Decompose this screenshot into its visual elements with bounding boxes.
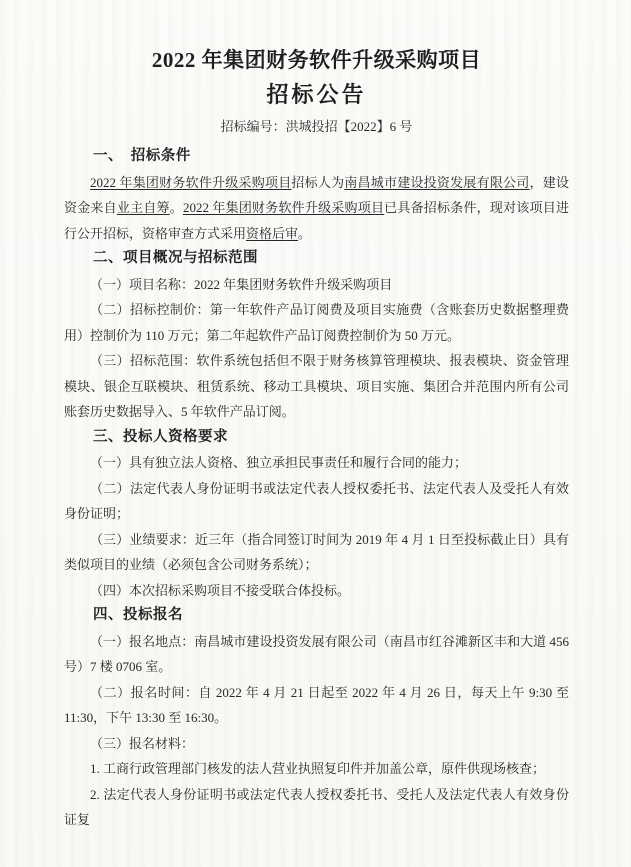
paragraph-material-item-1: 1. 工商行政管理部门核发的法人营业执照复印件并加盖公章，原件供现场核查； [90,761,546,776]
paragraph-material-item-2: 2. 法定代表人身份证明书或法定代表人授权委托书、受托人及法定代表人有效身份证复 [64,786,569,827]
tender-number: 招标编号：洪城投招【2022】6 号 [220,119,413,134]
paragraph-registration-time: （二）报名时间：自 2022 年 4 月 21 日起至 2022 年 4 月 26 日，每天上午 9:30 至 11:30，下午 13:30 至 16:30。 [64,684,569,725]
document-title: 2022 年集团财务软件升级采购项目 [151,48,482,72]
section-heading-bid-registration: 四、投标报名 [93,607,183,623]
section-heading-tender-conditions: 一、 招标条件 [93,148,191,164]
paragraph-qualification-2: （二）法定代表人身份证明书或法定代表人授权委托书、法定代表人及受托人有效身份证明； [64,480,569,521]
paragraph-qualification-4: （四）本次招标采购项目不接受联合体投标。 [90,582,351,598]
paragraph-control-price: （二）招标控制价：第一年软件产品订阅费及项目实施费（含账套历史数据整理费用）控制价为 110 万元；第二年起软件产品订阅费控制价为 50 万元。 [64,302,569,343]
paragraph-project-name: （一）项目名称：2022 年集团财务软件升级采购项目 [90,276,393,292]
paragraph-tender-conditions: 2022 年集团财务软件升级采购项目招标人为南昌城市建设投资发展有限公司，建设资金来自业主自筹。2022 年集团财务软件升级采购项目已具备招标条件，现对该项目进行公开招标，资格审查方式采用资格后审。 [64,174,569,241]
document-subtitle: 招标公告 [266,82,367,107]
section-heading-bidder-qualifications: 三、投标人资格要求 [93,428,228,445]
paragraph-registration-location: （一）报名地点：南昌城市建设投资发展有限公司（南昌市红谷滩新区丰和大道 456 号）7 楼 0706 室。 [64,633,569,674]
section-heading-project-overview: 二、项目概况与招标范围 [93,250,258,266]
paragraph-qualification-3: （三）业绩要求：近三年（指合同签订时间为 2019 年 4 月 1 日至投标截止日）具有类似项目的业绩（必须包含公司财务系统）； [64,531,569,572]
paragraph-registration-materials: （三）报名材料： [90,735,195,751]
paragraph-qualification-1: （一）具有独立法人资格、独立承担民事责任和履行合同的能力； [90,455,468,470]
paragraph-tender-scope: （三）招标范围：软件系统包括但不限于财务核算管理模块、报表模块、资金管理模块、银企互联模块、租赁系统、移动工具模块、项目实施、集团合并范围内所有公司账套历史数据导入、5 年软件产品订阅。 [64,353,569,419]
